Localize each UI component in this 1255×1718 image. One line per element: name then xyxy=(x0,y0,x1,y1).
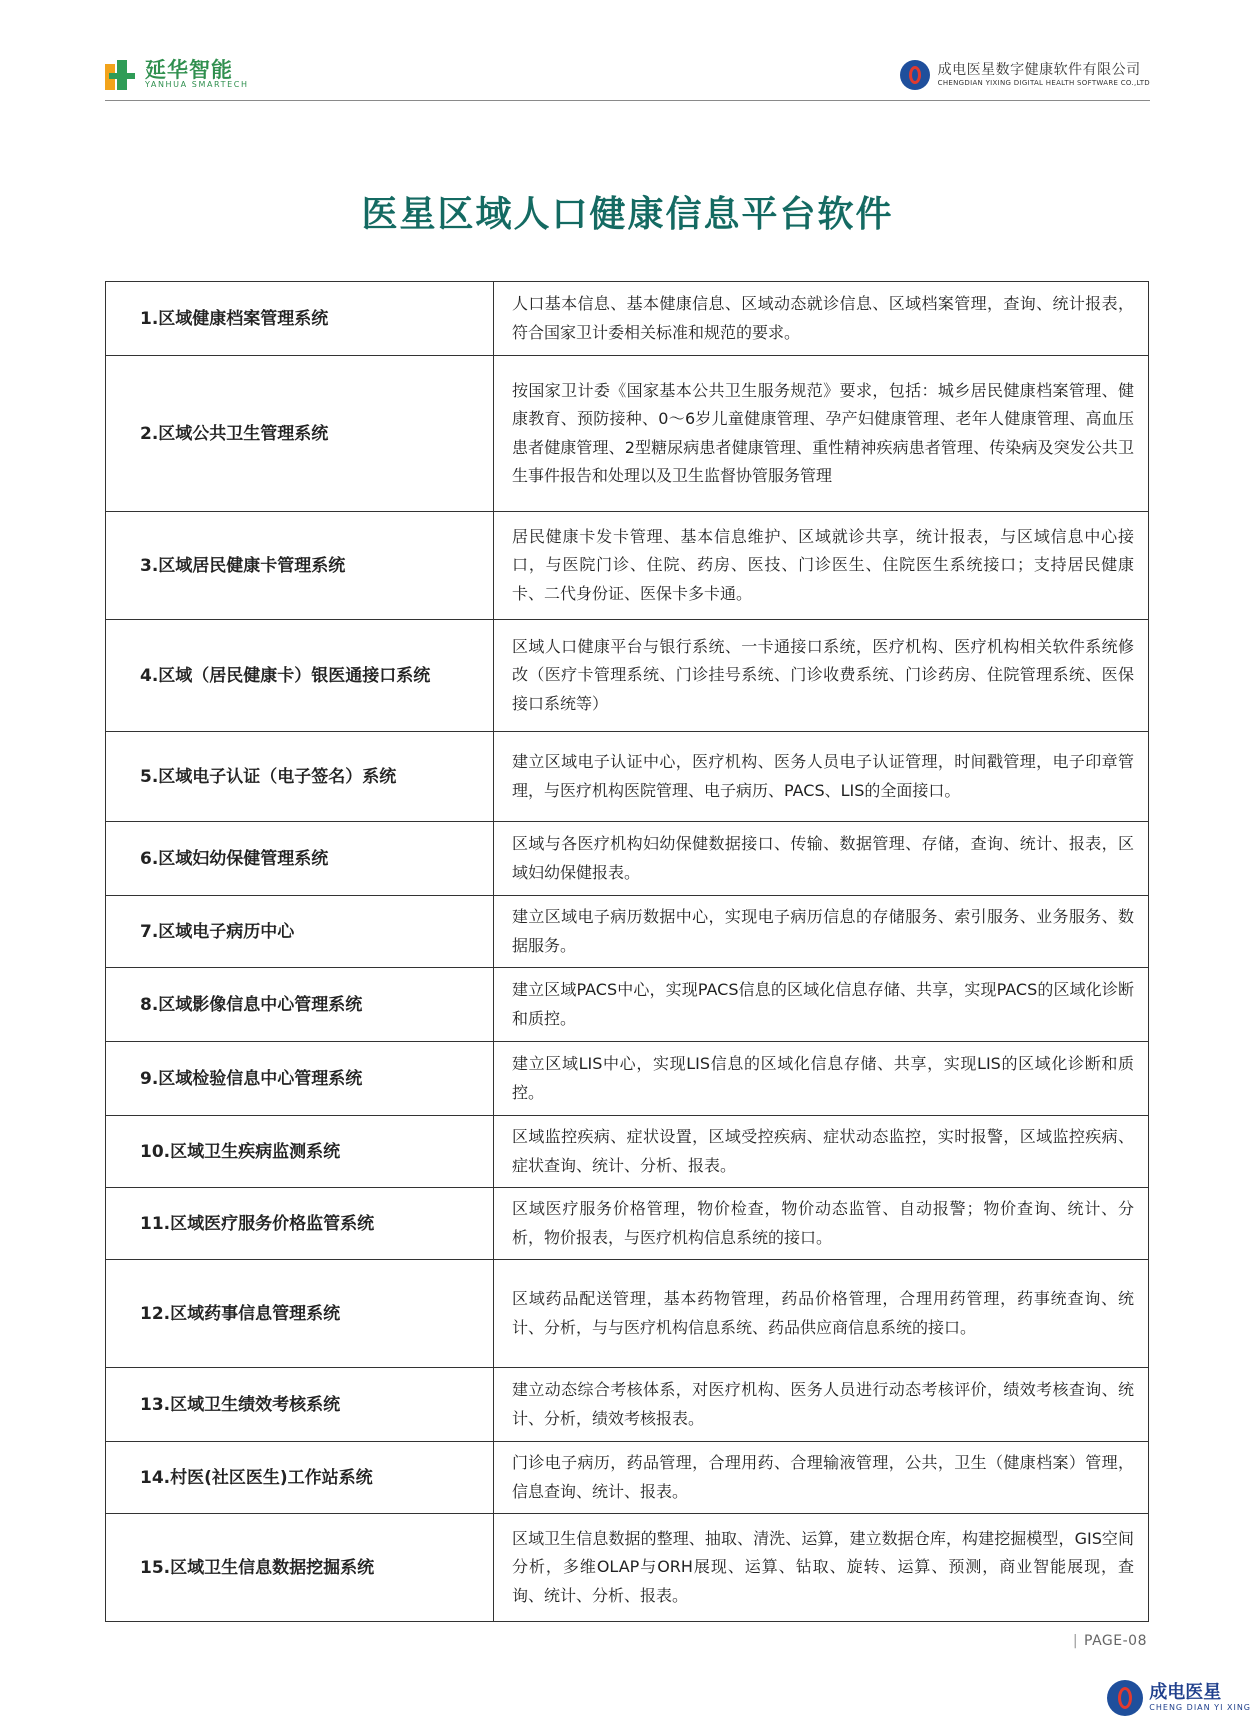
chengdian-company-en: CHENGDIAN YIXING DIGITAL HEALTH SOFTWARE CO.,LTD xyxy=(937,79,1150,87)
system-name: 6.区域妇幼保健管理系统 xyxy=(106,822,494,896)
page-number-label: PAGE-08 xyxy=(1084,1633,1147,1649)
chengdian-logo-icon xyxy=(900,60,930,90)
system-name: 4.区域（居民健康卡）银医通接口系统 xyxy=(106,620,494,732)
system-description: 区域卫生信息数据的整理、抽取、清洗、运算，建立数据仓库，构建挖掘模型，GIS空间分析，多维OLAP与ORH展现、运算、钻取、旋转、运算、预测，商业智能展现，查询、统计、分析、报表。 xyxy=(494,1514,1149,1622)
yanhua-logo xyxy=(105,60,249,90)
footer-logo-en: CHENG DIAN YI XING xyxy=(1149,1703,1251,1712)
system-name: 8.区域影像信息中心管理系统 xyxy=(106,968,494,1042)
table-row xyxy=(106,356,1149,512)
table-row xyxy=(106,1042,1149,1116)
footer-logo-cn: 成电医星 xyxy=(1149,1682,1222,1703)
chengdian-logo xyxy=(900,60,1150,90)
chengdian-company-cn: 成电医星数字健康软件有限公司 xyxy=(937,62,1141,78)
system-description: 居民健康卡发卡管理、基本信息维护、区域就诊共享，统计报表，与区域信息中心接口，与医院门诊、住院、药房、医技、门诊医生、住院医生系统接口；支持居民健康卡、二代身份证、医保卡多卡通。 xyxy=(494,512,1149,620)
table-row xyxy=(106,896,1149,968)
system-description: 建立区域LIS中心，实现LIS信息的区域化信息存储、共享，实现LIS的区域化诊断和质控。 xyxy=(494,1042,1149,1116)
table-row xyxy=(106,1368,1149,1442)
page-title: 医星区域人口健康信息平台软件 xyxy=(361,194,894,235)
table-row xyxy=(106,1260,1149,1368)
system-name: 12.区域药事信息管理系统 xyxy=(106,1260,494,1368)
system-table xyxy=(105,281,1149,1622)
table-row xyxy=(106,968,1149,1042)
system-description: 建立区域电子病历数据中心，实现电子病历信息的存储服务、索引服务、业务服务、数据服务。 xyxy=(494,896,1149,968)
system-description: 区域人口健康平台与银行系统、一卡通接口系统，医疗机构、医疗机构相关软件系统修改（医疗卡管理系统、门诊挂号系统、门诊收费系统、门诊药房、住院管理系统、医保接口系统等） xyxy=(494,620,1149,732)
system-description: 区域监控疾病、症状设置，区域受控疾病、症状动态监控，实时报警，区域监控疾病、症状查询、统计、分析、报表。 xyxy=(494,1116,1149,1188)
system-name: 3.区域居民健康卡管理系统 xyxy=(106,512,494,620)
system-name: 11.区域医疗服务价格监管系统 xyxy=(106,1188,494,1260)
table-row xyxy=(106,512,1149,620)
yanhua-logo-icon xyxy=(105,60,139,90)
system-name: 1.区域健康档案管理系统 xyxy=(106,282,494,356)
table-row xyxy=(106,822,1149,896)
system-name: 14.村医(社区医生)工作站系统 xyxy=(106,1442,494,1514)
page-header xyxy=(105,50,1150,101)
yanhua-logo-cn: 延华智能 xyxy=(145,58,233,82)
table-row xyxy=(106,282,1149,356)
system-description: 按国家卫计委《国家基本公共卫生服务规范》要求，包括：城乡居民健康档案管理、健康教育、预防接种、0～6岁儿童健康管理、孕产妇健康管理、老年人健康管理、高血压患者健康管理、2型糖尿病患者健康管理、重性精神疾病患者管理、传染病及突发公共卫生事件报告和处理以及卫生监督协管服务管理 xyxy=(494,356,1149,512)
yanhua-logo-en: YANHUA SMARTECH xyxy=(145,80,249,89)
system-description: 区域医疗服务价格管理，物价检查，物价动态监管、自动报警；物价查询、统计、分析，物价报表，与医疗机构信息系统的接口。 xyxy=(494,1188,1149,1260)
system-name: 9.区域检验信息中心管理系统 xyxy=(106,1042,494,1116)
system-name: 10.区域卫生疾病监测系统 xyxy=(106,1116,494,1188)
system-description: 人口基本信息、基本健康信息、区域动态就诊信息、区域档案管理，查询、统计报表，符合国家卫计委相关标准和规范的要求。 xyxy=(494,282,1149,356)
page-number: | PAGE-08 xyxy=(1072,1633,1147,1649)
footer-logo xyxy=(1107,1680,1251,1716)
system-description: 建立区域电子认证中心，医疗机构、医务人员电子认证管理，时间戳管理，电子印章管理，与医疗机构医院管理、电子病历、PACS、LIS的全面接口。 xyxy=(494,732,1149,822)
system-description: 区域药品配送管理，基本药物管理，药品价格管理，合理用药管理，药事统查询、统计、分析，与与医疗机构信息系统、药品供应商信息系统的接口。 xyxy=(494,1260,1149,1368)
system-name: 7.区域电子病历中心 xyxy=(106,896,494,968)
system-description: 建立区域PACS中心，实现PACS信息的区域化信息存储、共享，实现PACS的区域化诊断和质控。 xyxy=(494,968,1149,1042)
table-row xyxy=(106,732,1149,822)
system-description: 区域与各医疗机构妇幼保健数据接口、传输、数据管理、存储，查询、统计、报表，区域妇幼保健报表。 xyxy=(494,822,1149,896)
system-name: 5.区域电子认证（电子签名）系统 xyxy=(106,732,494,822)
system-description: 建立动态综合考核体系，对医疗机构、医务人员进行动态考核评价，绩效考核查询、统计、分析，绩效考核报表。 xyxy=(494,1368,1149,1442)
system-description: 门诊电子病历，药品管理，合理用药、合理输液管理，公共，卫生（健康档案）管理，信息查询、统计、报表。 xyxy=(494,1442,1149,1514)
table-row xyxy=(106,1442,1149,1514)
table-row xyxy=(106,1188,1149,1260)
table-row xyxy=(106,620,1149,732)
system-name: 13.区域卫生绩效考核系统 xyxy=(106,1368,494,1442)
system-name: 2.区域公共卫生管理系统 xyxy=(106,356,494,512)
footer-logo-icon xyxy=(1107,1680,1143,1716)
table-row xyxy=(106,1116,1149,1188)
system-name: 15.区域卫生信息数据挖掘系统 xyxy=(106,1514,494,1622)
table-row xyxy=(106,1514,1149,1622)
